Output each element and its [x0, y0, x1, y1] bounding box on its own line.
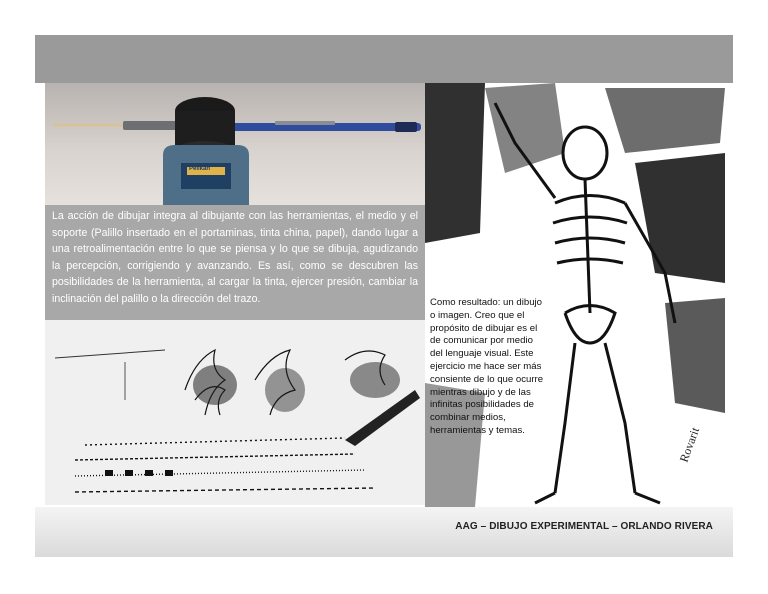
ink-brand-label: Pelikan — [189, 166, 211, 172]
footer-bar — [35, 507, 733, 557]
svg-text:Rovarit: Rovarit — [676, 425, 703, 465]
conclusion-caption: Como resultado: un dibujo o imagen. Creo que el propósito de dibujar es el de comunicar por medio del lenguaje visual. Este ejercicio me hace ser más consiente de lo que ocurre mientras dibujo y de las infinitas posibilidades de combinar medios, herramientas y temas. — [430, 297, 544, 436]
description-paragraph: La acción de dibujar integra al dibujante con las herramientas, el medio y el soporte (Palillo insertado en el portaminas, tinta china, papel), dando lugar a una retroalimentación entre lo que se piensa y lo que se dibuja, agudizando la percepción, corrigiendo y avanzando. Es así, como se descubren las posibilidades de la herramienta, al cargar la tinta, ejercer presión, cambiar la inclinación del palillo o la dirección del trazo. — [45, 205, 425, 320]
header-bar — [35, 35, 733, 83]
slide — [35, 35, 733, 557]
ink-bottle-photo — [45, 83, 425, 205]
stroke-exercises-image — [45, 320, 425, 505]
skeleton-ink-drawing — [425, 83, 733, 507]
footer-credit: AAG – DIBUJO EXPERIMENTAL – ORLANDO RIVERA — [455, 521, 713, 532]
